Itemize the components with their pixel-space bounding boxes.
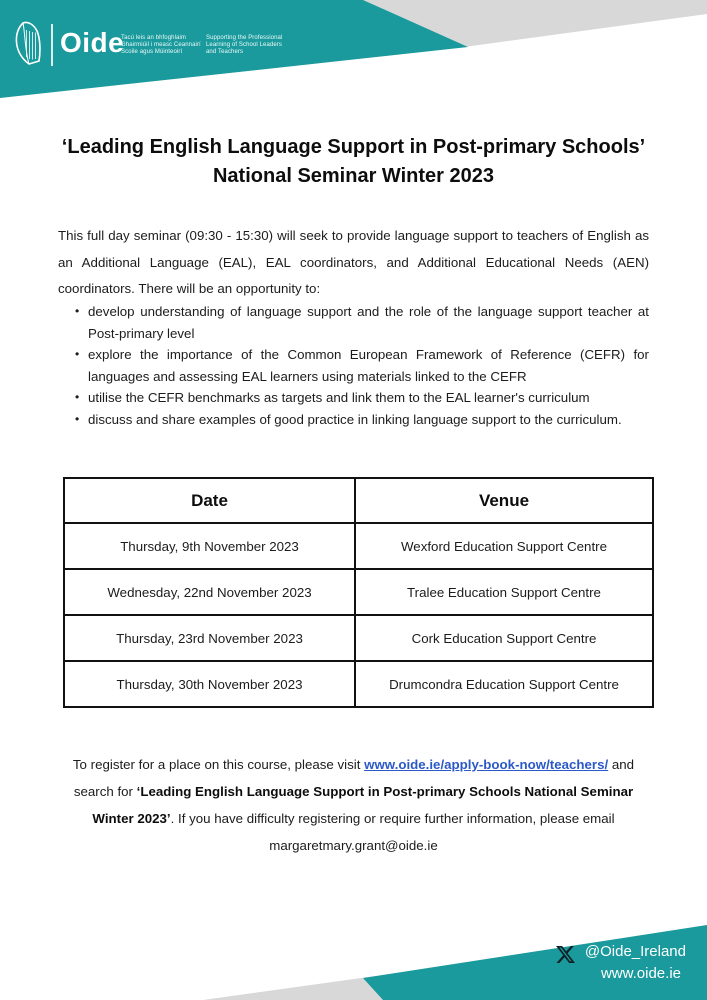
footer-social (555, 941, 686, 984)
page-title-line1: ‘Leading English Language Support in Post-primary Schools’ (61, 136, 646, 158)
register-text: To register for a place on this course, please visit (72, 757, 365, 772)
social-handle: @Oide_Ireland (584, 943, 686, 960)
tagline-irish-line3: Scoile agus Múinteoirí (121, 48, 183, 55)
tagline-irish-line1: Tacú leis an bhfoghlaim (121, 35, 187, 41)
page-title-line2: National Seminar Winter 2023 (212, 164, 495, 187)
list-item: • explore the importance of the Common European Framework of Reference (CEFR) for languages and assessing EAL learners using materials linked to the CEFR (58, 344, 649, 387)
schedule-table (63, 477, 654, 708)
tagline-irish-line2: Ghairmiúil i measc Ceannairí (121, 41, 201, 48)
harp-icon (14, 21, 42, 66)
tagline-irish (121, 35, 201, 56)
x-twitter-icon (555, 944, 576, 965)
list-item: • discuss and share examples of good practice in linking language support to the curriculum. (58, 409, 649, 431)
column-header-date: Date (64, 478, 355, 523)
list-item: • utilise the CEFR benchmarks as targets and link them to the EAL learner's curriculum (58, 387, 649, 409)
tagline-english-line1: Supporting the Professional (206, 35, 283, 41)
opportunity-list (58, 301, 649, 431)
footer-text (585, 941, 686, 984)
venue-cell: Tralee Education Support Centre (355, 569, 653, 615)
list-item: • develop understanding of language support and the role of the language support teacher at Post-primary level (58, 301, 649, 344)
date-cell: Thursday, 9th November 2023 (64, 523, 355, 569)
date-cell: Thursday, 30th November 2023 (64, 661, 355, 707)
venue-cell: Wexford Education Support Centre (355, 523, 653, 569)
seminar-name-bold: ‘Leading English Language Support in Post-primary Schools National Seminar Winter 2023’ (92, 784, 634, 826)
intro-paragraph: This full day seminar (09:30 - 15:30) will seek to provide language support to teachers of English as an Additional Language (EAL), EAL coordinators, and Additional Educational Needs (AEN) coordinators. There will be an opportunity to: (58, 228, 649, 297)
table-row (64, 523, 653, 569)
register-text: and search for (73, 757, 635, 799)
table-row (64, 615, 653, 661)
footer-website: www.oide.ie (600, 964, 681, 982)
venue-cell: Cork Education Support Centre (355, 615, 653, 661)
date-cell: Wednesday, 22nd November 2023 (64, 569, 355, 615)
venue-cell: Drumcondra Education Support Centre (355, 661, 653, 707)
table-header-row (64, 478, 653, 523)
brand-wordmark: Oide (60, 27, 125, 58)
tagline-english-line3: and Teachers (206, 48, 244, 55)
page-title (0, 133, 707, 190)
table-row (64, 569, 653, 615)
booking-link[interactable]: www.oide.ie/apply-book-now/teachers/ (364, 757, 609, 772)
registration-paragraph (58, 751, 649, 859)
column-header-venue: Venue (355, 478, 653, 523)
tagline-english (206, 35, 282, 56)
date-cell: Thursday, 23rd November 2023 (64, 615, 355, 661)
register-text: . If you have difficulty registering or require further information, please email (170, 811, 615, 826)
contact-email: margaretmary.grant@oide.ie (269, 838, 438, 853)
logo-divider (51, 24, 53, 66)
tagline-english-line2: Learning of School Leaders (206, 41, 282, 48)
table-row (64, 661, 653, 707)
